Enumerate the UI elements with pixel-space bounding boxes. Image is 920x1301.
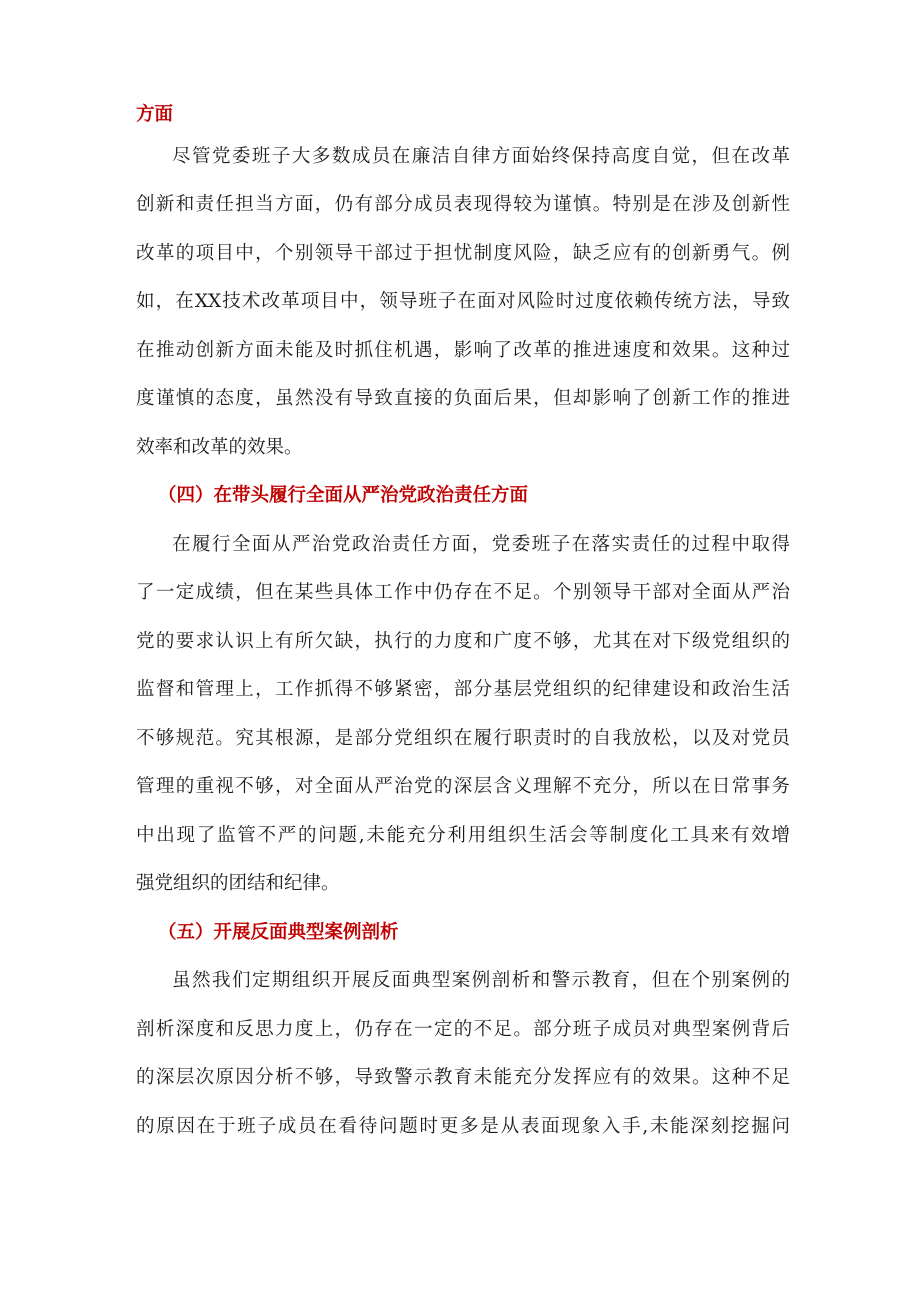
paragraph-line: 效率和改革的效果。	[136, 437, 303, 458]
section-heading: （四）在带头履行全面从严治党政治责任方面	[158, 485, 529, 506]
paragraph-line: 了一定成绩，但在某些具体工作中仍存在不足。个别领导干部对全面从严治	[136, 582, 790, 603]
paragraph-line: 改革的项目中，个别领导干部过于担忧制度风险，缺乏应有的创新勇气。例	[136, 243, 790, 264]
paragraph-line: 在履行全面从严治党政治责任方面，党委班子在落实责任的过程中取得	[172, 534, 790, 555]
paragraph-line: 如，在XX技术改革项目中，领导班子在面对风险时过度依赖传统方法，导致	[136, 291, 790, 312]
paragraph-line: 中出现了监管不严的问题,未能充分利用组织生活会等制度化工具来有效增	[136, 825, 790, 846]
paragraph-line: 的深层次原因分析不够，导致警示教育未能充分发挥应有的效果。这种不足	[136, 1067, 790, 1088]
paragraph-line: 监督和管理上，工作抓得不够紧密，部分基层党组织的纪律建设和政治生活	[136, 679, 790, 700]
paragraph-line: 的原因在于班子成员在看待问题时更多是从表面现象入手,未能深刻挖掘问	[136, 1116, 790, 1137]
section-heading: （五）开展反面典型案例剖析	[158, 922, 399, 943]
paragraph-line: 不够规范。究其根源，是部分党组织在履行职责时的自我放松，以及对党员	[136, 728, 790, 749]
paragraph-line: 尽管党委班子大多数成员在廉洁自律方面始终保持高度自觉，但在改革	[172, 146, 790, 167]
paragraph-line: 虽然我们定期组织开展反面典型案例剖析和警示教育，但在个别案例的	[172, 970, 790, 991]
section-heading-continuation: 方面	[136, 104, 174, 125]
paragraph-line: 在推动创新方面未能及时抓住机遇，影响了改革的推进速度和效果。这种过	[136, 340, 790, 361]
paragraph-line: 党的要求认识上有所欠缺，执行的力度和广度不够，尤其在对下级党组织的	[136, 631, 790, 652]
paragraph-line: 管理的重视不够，对全面从严治党的深层含义理解不充分，所以在日常事务	[136, 776, 790, 797]
paragraph-line: 创新和责任担当方面，仍有部分成员表现得较为谨慎。特别是在涉及创新性	[136, 194, 790, 215]
paragraph-line: 度谨慎的态度，虽然没有导致直接的负面后果，但却影响了创新工作的推进	[136, 388, 790, 409]
paragraph-line: 剖析深度和反思力度上，仍存在一定的不足。部分班子成员对典型案例背后	[136, 1019, 790, 1040]
paragraph-line: 强党组织的团结和纪律。	[136, 873, 340, 894]
